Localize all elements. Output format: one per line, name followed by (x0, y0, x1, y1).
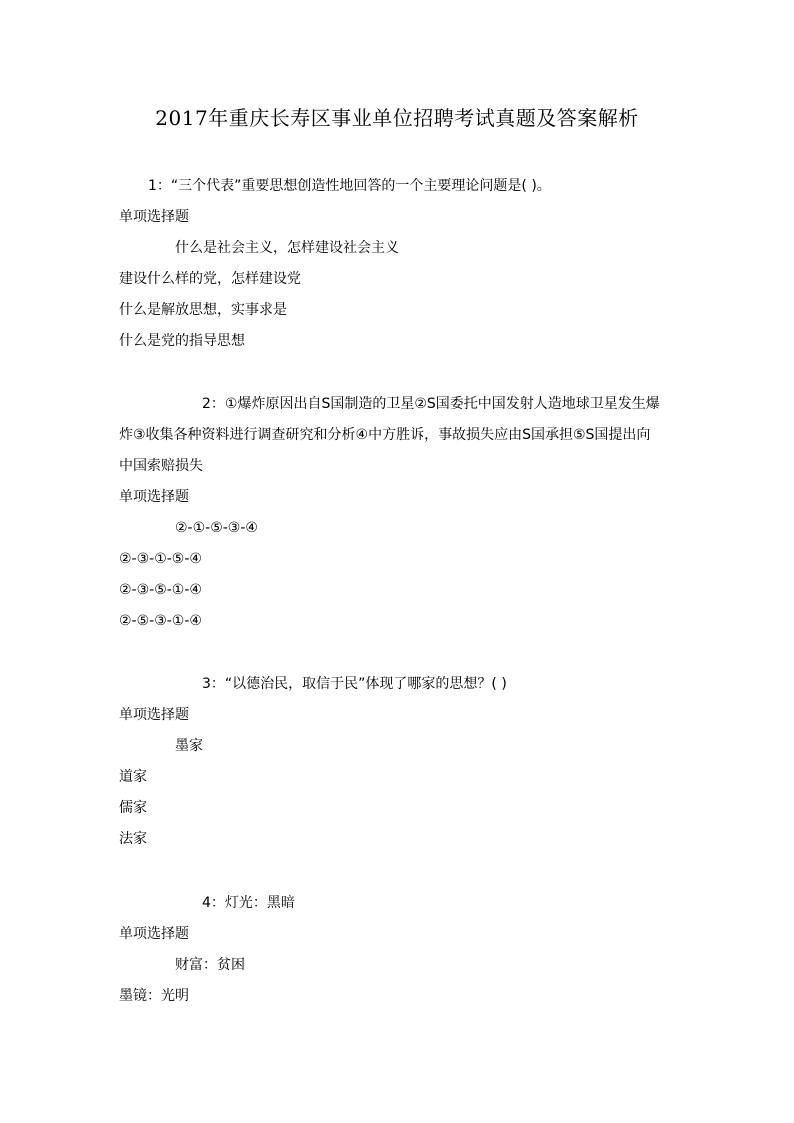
question-1-option-b: 建设什么样的党，怎样建设党 (119, 271, 301, 287)
question-1-text: 1：“三个代表”重要思想创造性地回答的一个主要理论问题是( )。 (148, 178, 551, 194)
question-4-option-b: 墨镜：光明 (119, 988, 189, 1004)
question-2-option-c: ②-③-⑤-①-④ (119, 582, 202, 598)
question-1-option-d: 什么是党的指导思想 (119, 333, 245, 349)
question-4-text: 4：灯光：黑暗 (202, 895, 295, 911)
question-2-type: 单项选择题 (119, 489, 189, 505)
question-2-text-line-3: 中国索赔损失 (119, 458, 203, 474)
question-4-type: 单项选择题 (119, 926, 189, 942)
question-1-type: 单项选择题 (119, 209, 189, 225)
question-1-option-a: 什么是社会主义，怎样建设社会主义 (175, 240, 399, 256)
question-2-option-a: ②-①-⑤-③-④ (175, 520, 258, 536)
question-3-option-c: 儒家 (119, 800, 147, 816)
question-3-type: 单项选择题 (119, 707, 189, 723)
question-3-option-b: 道家 (119, 769, 147, 785)
question-2-option-d: ②-⑤-③-①-④ (119, 613, 202, 629)
document-title: 2017年重庆长寿区事业单位招聘考试真题及答案解析 (155, 106, 639, 130)
question-1-option-c: 什么是解放思想，实事求是 (119, 302, 287, 318)
question-2-text-line-2: 炸③收集各种资料进行调查研究和分析④中方胜诉，事故损失应由S国承担⑤S国提出向 (119, 427, 651, 443)
question-4-option-a: 财富：贫困 (175, 957, 245, 973)
question-2-option-b: ②-③-①-⑤-④ (119, 551, 202, 567)
question-3-option-a: 墨家 (175, 738, 203, 754)
question-3-text: 3：“以德治民，取信于民”体现了哪家的思想？( ) (202, 676, 507, 692)
question-2-text-line-1: 2：①爆炸原因出自S国制造的卫星②S国委托中国发射人造地球卫星发生爆 (202, 396, 660, 412)
question-3-option-d: 法家 (119, 831, 147, 847)
